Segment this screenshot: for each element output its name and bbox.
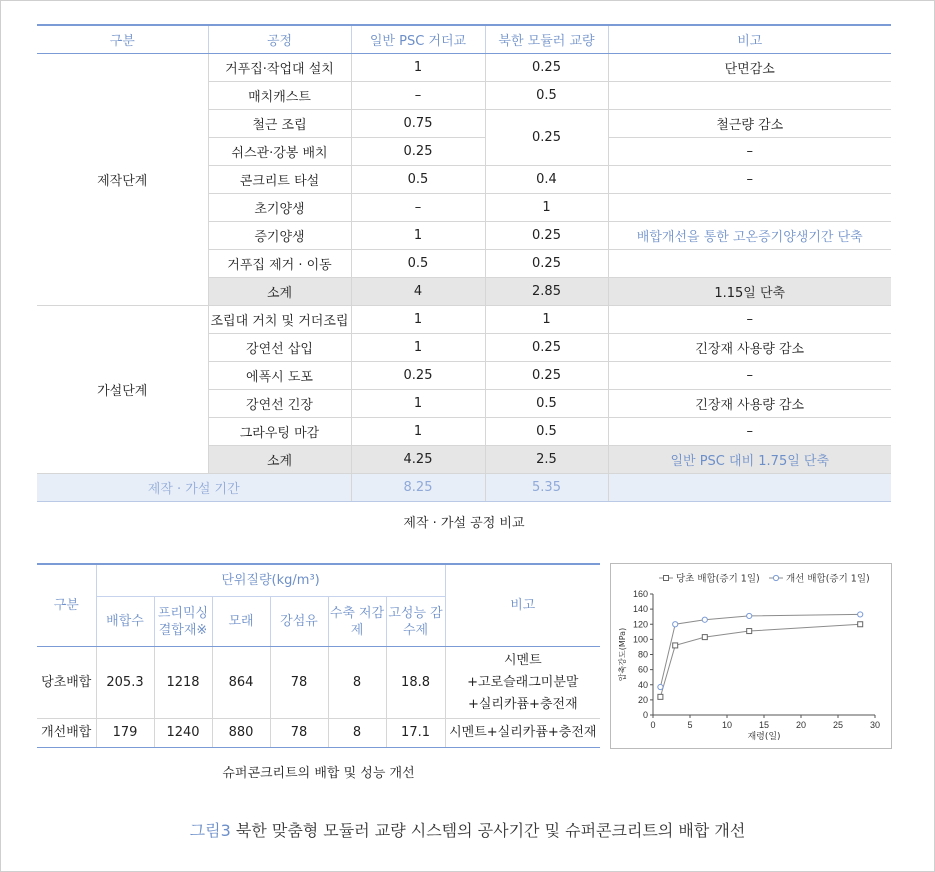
cell-mod: 0.25 — [485, 110, 608, 166]
header-modular: 북한 모듈러 교량 — [485, 25, 608, 54]
cell-process: 철근 조립 — [208, 110, 351, 138]
series-line-1 — [660, 624, 860, 697]
data-point — [658, 694, 663, 699]
total-note — [608, 474, 891, 502]
data-point — [673, 643, 678, 648]
strength-chart — [610, 563, 892, 749]
cell-note: 단면감소 — [608, 54, 891, 82]
total-psc: 8.25 — [351, 474, 485, 502]
cell-process: 콘크리트 타설 — [208, 166, 351, 194]
cell-mod: 0.25 — [485, 334, 608, 362]
header-note: 비고 — [445, 564, 600, 647]
cell-psc: 1 — [351, 306, 485, 334]
cell-mod: 2.85 — [485, 278, 608, 306]
cell-value: 1240 — [154, 719, 212, 748]
cell-psc: 1 — [351, 54, 485, 82]
cell-value: 880 — [212, 719, 270, 748]
strength-chart-svg — [611, 564, 891, 748]
y-tick-label: 20 — [637, 694, 648, 705]
table2-caption: 슈퍼콘크리트의 배합 및 성능 개선 — [222, 766, 415, 781]
cell-value: 205.3 — [96, 647, 154, 719]
figure-caption — [0, 818, 935, 841]
process-comparison-table — [37, 24, 891, 502]
table-row — [37, 306, 891, 334]
cell-note: 배합개선을 통한 고온증기양생기간 단축 — [608, 222, 891, 250]
data-point — [702, 617, 707, 622]
cell-note: – — [608, 138, 891, 166]
y-axis-label: 압축강도(MPa) — [618, 627, 627, 682]
cell-process: 거푸집 제거 · 이동 — [208, 250, 351, 278]
header-note: 비고 — [608, 25, 891, 54]
cell-mod: 1 — [485, 194, 608, 222]
y-tick-label: 80 — [637, 649, 648, 660]
cell-mod: 0.5 — [485, 82, 608, 110]
x-tick-label: 0 — [650, 720, 656, 730]
note-line: 시멘트 — [503, 652, 542, 668]
y-tick-label: 140 — [632, 604, 648, 615]
note-line: +실리카퓸+충전재 — [467, 696, 578, 712]
y-tick-label: 120 — [632, 619, 648, 630]
legend-label: 개선 배합(증기 1일) — [786, 573, 870, 585]
cell-psc: 0.25 — [351, 138, 485, 166]
header-sand: 모래 — [212, 597, 270, 647]
series-line-2 — [660, 614, 860, 687]
cell-mod: 0.5 — [485, 390, 608, 418]
cell-psc: 4 — [351, 278, 485, 306]
cell-note — [445, 647, 600, 719]
cell-mod: 0.25 — [485, 54, 608, 82]
cell-note — [445, 719, 600, 748]
data-point — [658, 684, 663, 689]
cell-process: 증기양생 — [208, 222, 351, 250]
cell-note — [608, 194, 891, 222]
y-tick-label: 40 — [637, 679, 648, 690]
x-tick-label: 20 — [795, 720, 807, 730]
stage-make: 제작단계 — [37, 54, 208, 306]
figure-number: 그림3 — [189, 821, 231, 840]
x-tick-label: 25 — [832, 720, 844, 730]
cell-psc: 0.75 — [351, 110, 485, 138]
table-row — [37, 647, 600, 719]
cell-mod: 0.4 — [485, 166, 608, 194]
cell-process: 강연선 삽입 — [208, 334, 351, 362]
cell-mod: 2.5 — [485, 446, 608, 474]
cell-note: 철근량 감소 — [608, 110, 891, 138]
cell-psc: 1 — [351, 390, 485, 418]
cell-note: – — [608, 418, 891, 446]
row-name: 개선배합 — [37, 719, 96, 748]
note-line: +고로슬래그미분말 — [467, 674, 579, 690]
y-tick-label: 160 — [632, 589, 648, 599]
cell-process: 초기양생 — [208, 194, 351, 222]
cell-process: 조립대 거치 및 거더조립 — [208, 306, 351, 334]
cell-process: 거푸집·작업대 설치 — [208, 54, 351, 82]
data-point — [747, 613, 752, 618]
note-line: 시멘트+실리카퓸+충전재 — [449, 725, 597, 740]
cell-value: 18.8 — [386, 647, 445, 719]
table1-caption: 제작 · 가설 공정 비교 — [403, 516, 525, 531]
header-superplasticizer: 고성능 감수제 — [386, 597, 445, 647]
data-point — [858, 622, 863, 627]
cell-mod: 0.25 — [485, 362, 608, 390]
header-water: 배합수 — [96, 597, 154, 647]
cell-note: – — [608, 166, 891, 194]
header-steel-fiber: 강섬유 — [270, 597, 328, 647]
cell-value: 179 — [96, 719, 154, 748]
cell-value: 17.1 — [386, 719, 445, 748]
cell-process: 소계 — [208, 446, 351, 474]
cell-value: 78 — [270, 719, 328, 748]
cell-psc: 0.5 — [351, 250, 485, 278]
cell-process: 그라우팅 마감 — [208, 418, 351, 446]
data-point — [673, 622, 678, 627]
header-category: 구분 — [37, 564, 96, 647]
header-binder: 프리믹싱 결합재※ — [154, 597, 212, 647]
cell-process: 에폭시 도포 — [208, 362, 351, 390]
legend-marker — [664, 576, 669, 581]
total-row — [37, 474, 891, 502]
data-point — [747, 629, 752, 634]
y-tick-label: 60 — [637, 664, 648, 675]
cell-psc: 1 — [351, 222, 485, 250]
cell-psc: 1 — [351, 334, 485, 362]
cell-psc: 0.25 — [351, 362, 485, 390]
cell-value: 864 — [212, 647, 270, 719]
cell-psc: 4.25 — [351, 446, 485, 474]
cell-note — [608, 250, 891, 278]
table-row — [37, 54, 891, 82]
cell-mod: 0.5 — [485, 418, 608, 446]
cell-note: – — [608, 362, 891, 390]
cell-note: 일반 PSC 대비 1.75일 단축 — [608, 446, 891, 474]
legend-marker — [773, 575, 778, 580]
cell-psc: 0.5 — [351, 166, 485, 194]
legend-label: 당초 배합(증기 1일) — [676, 573, 760, 585]
cell-process: 매치캐스트 — [208, 82, 351, 110]
cell-note: 1.15일 단축 — [608, 278, 891, 306]
cell-value: 78 — [270, 647, 328, 719]
x-tick-label: 5 — [687, 720, 693, 730]
x-tick-label: 10 — [721, 720, 733, 730]
x-axis-label: 재령(일) — [747, 732, 781, 742]
cell-psc: – — [351, 82, 485, 110]
row-name: 당초배합 — [37, 647, 96, 719]
mix-design-table — [37, 563, 600, 748]
cell-note: 긴장재 사용량 감소 — [608, 390, 891, 418]
cell-mod: 0.25 — [485, 250, 608, 278]
x-tick-label: 15 — [758, 720, 770, 730]
cell-process: 쉬스관·강봉 배치 — [208, 138, 351, 166]
header-category: 구분 — [37, 25, 208, 54]
cell-mod: 1 — [485, 306, 608, 334]
figure-title: 북한 맞춤형 모듈러 교량 시스템의 공사기간 및 슈퍼콘크리트의 배합 개선 — [235, 821, 746, 840]
total-label: 제작 · 가설 기간 — [37, 474, 351, 502]
stage-erect: 가설단계 — [37, 306, 208, 474]
cell-value: 8 — [328, 647, 386, 719]
table-row — [37, 719, 600, 748]
cell-mod: 0.25 — [485, 222, 608, 250]
header-unit-mass: 단위질량(kg/m³) — [96, 564, 445, 597]
header-psc: 일반 PSC 거더교 — [351, 25, 485, 54]
data-point — [858, 612, 863, 617]
cell-psc: 1 — [351, 418, 485, 446]
y-tick-label: 100 — [632, 634, 648, 645]
header-shrinkage-reducer: 수축 저감제 — [328, 597, 386, 647]
x-tick-label: 30 — [869, 720, 881, 730]
y-tick-label: 0 — [642, 710, 648, 720]
cell-value: 8 — [328, 719, 386, 748]
cell-process: 소계 — [208, 278, 351, 306]
cell-note: – — [608, 306, 891, 334]
cell-psc: – — [351, 194, 485, 222]
cell-process: 강연선 긴장 — [208, 390, 351, 418]
cell-value: 1218 — [154, 647, 212, 719]
cell-note — [608, 82, 891, 110]
cell-note: 긴장재 사용량 감소 — [608, 334, 891, 362]
total-mod: 5.35 — [485, 474, 608, 502]
data-point — [702, 635, 707, 640]
header-process: 공정 — [208, 25, 351, 54]
